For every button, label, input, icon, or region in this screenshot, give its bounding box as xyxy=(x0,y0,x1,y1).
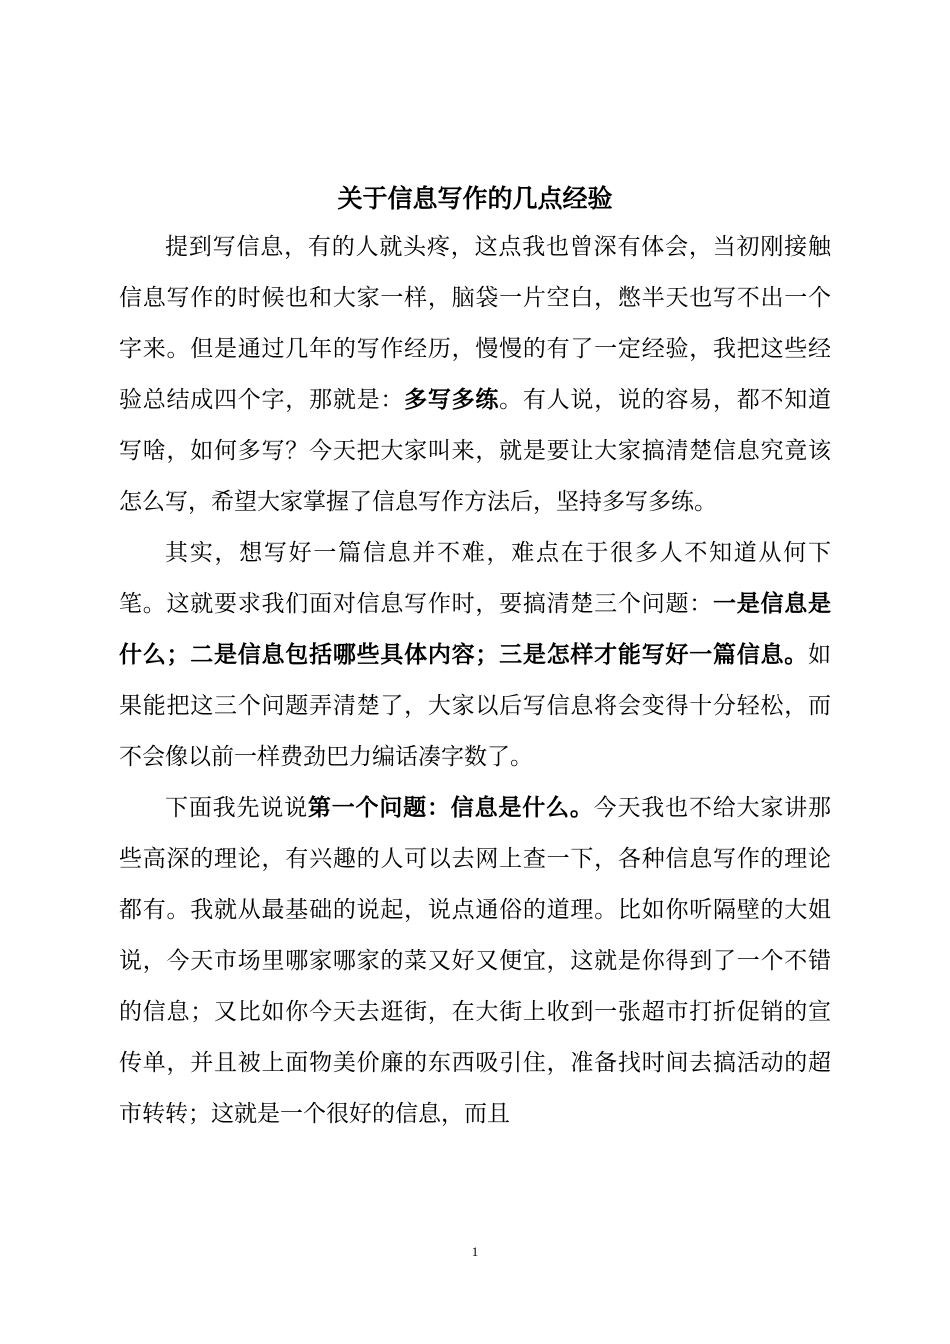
paragraph-text: 。有人说，说的容易，都不知道写啥，如何多写？今天把大家叫来，就是要让大家搞清楚信息究竟该怎么写，希望大家掌握了信息写作方法后，坚持多写多练。 xyxy=(119,387,832,515)
paragraph-text: 提到写信息，有的人就头疼，这点我也曾深有体会，当初刚接触信息写作的时候也和大家一样，脑袋一片空白，憋半天也写不出一个字来。但是通过几年的写作经历，慢慢的有了一定经验，我把这些经验总结成四个字，那就是： xyxy=(119,234,831,413)
bold-emphasis: 第一个问题：信息是什么。 xyxy=(307,795,594,821)
bold-emphasis: 一是信息是什么；二是信息包括哪些具体内容；三是怎样才能写好一篇信息。 xyxy=(119,591,832,668)
document-title: 关于信息写作的几点经验 xyxy=(337,184,613,213)
document-body xyxy=(119,222,831,1140)
paragraph-1 xyxy=(119,222,831,528)
paragraph-text: 今天我也不给大家讲那些高深的理论，有兴趣的人可以去网上查一下，各种信息写作的理论都有。我就从最基础的说起，说点通俗的道理。比如你听隔壁的大姐说，今天市场里哪家哪家的菜又好又便宜，这就是你得到了一个不错的信息；又比如你今天去逛街，在大街上收到一张超市打折促销的宣传单，并且被上面物美价廉的东西吸引住，准备找时间去搞活动的超市转转；这就是一个很好的信息，而且 xyxy=(119,795,832,1127)
paragraph-2 xyxy=(119,528,831,783)
paragraph-text: 其实，想写好一篇信息并不难，难点在于很多人不知道从何下笔。这就要求我们面对信息写作时，要搞清楚三个问题： xyxy=(119,540,831,617)
bold-emphasis: 多写多练 xyxy=(404,387,500,413)
paragraph-text: 如果能把这三个问题弄清楚了，大家以后写信息将会变得十分轻松，而不会像以前一样费劲巴力编话凑字数了。 xyxy=(119,642,831,770)
paragraph-text: 下面我先说说 xyxy=(165,795,308,821)
paragraph-3 xyxy=(119,783,831,1140)
page-number: 1 xyxy=(471,1244,479,1259)
